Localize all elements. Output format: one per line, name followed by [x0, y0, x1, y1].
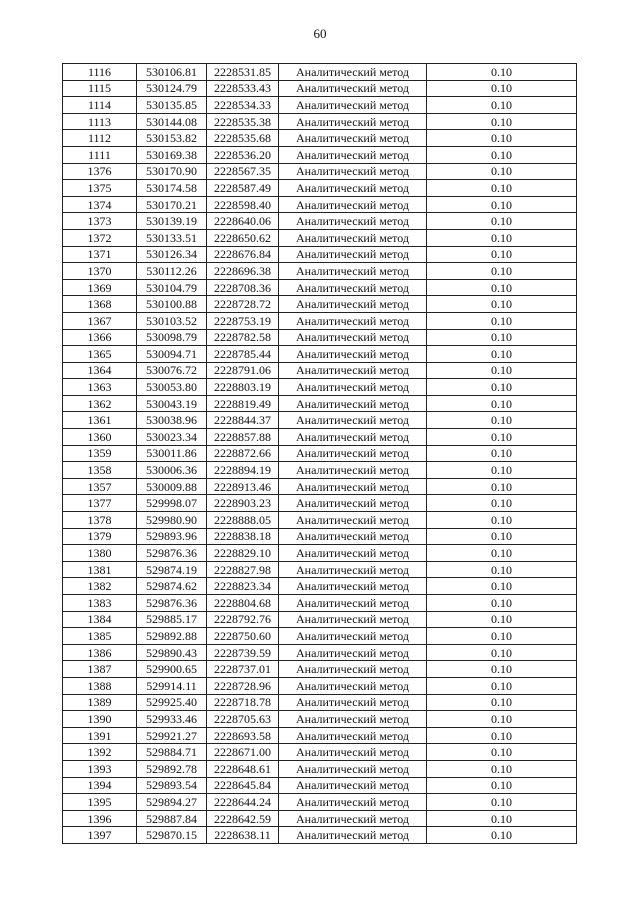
x-coordinate-cell: 530009.88	[137, 478, 207, 495]
table-row	[63, 794, 577, 811]
table-row	[63, 180, 577, 197]
x-coordinate-cell: 530112.26	[137, 263, 207, 280]
accuracy-cell: 0.10	[427, 362, 577, 379]
table-row	[63, 445, 577, 462]
point-number-cell: 1371	[63, 246, 137, 263]
x-coordinate-cell: 530103.52	[137, 312, 207, 329]
method-cell: Аналитический метод	[279, 196, 427, 213]
method-cell: Аналитический метод	[279, 760, 427, 777]
x-coordinate-cell: 530106.81	[137, 64, 207, 81]
x-coordinate-cell: 529876.36	[137, 545, 207, 562]
accuracy-cell: 0.10	[427, 760, 577, 777]
point-number-cell: 1361	[63, 412, 137, 429]
method-cell: Аналитический метод	[279, 462, 427, 479]
table-row	[63, 462, 577, 479]
x-coordinate-cell: 530043.19	[137, 395, 207, 412]
table-row	[63, 263, 577, 280]
y-coordinate-cell: 2228598.40	[207, 196, 279, 213]
x-coordinate-cell: 529894.27	[137, 794, 207, 811]
table-row	[63, 412, 577, 429]
table-row	[63, 429, 577, 446]
accuracy-cell: 0.10	[427, 794, 577, 811]
y-coordinate-cell: 2228785.44	[207, 346, 279, 363]
table-row	[63, 64, 577, 81]
table-body	[63, 64, 577, 844]
y-coordinate-cell: 2228803.19	[207, 379, 279, 396]
y-coordinate-cell: 2228531.85	[207, 64, 279, 81]
table-row	[63, 379, 577, 396]
table-row	[63, 777, 577, 794]
accuracy-cell: 0.10	[427, 528, 577, 545]
accuracy-cell: 0.10	[427, 595, 577, 612]
method-cell: Аналитический метод	[279, 429, 427, 446]
accuracy-cell: 0.10	[427, 246, 577, 263]
x-coordinate-cell: 530011.86	[137, 445, 207, 462]
y-coordinate-cell: 2228535.68	[207, 130, 279, 147]
y-coordinate-cell: 2228823.34	[207, 578, 279, 595]
method-cell: Аналитический метод	[279, 595, 427, 612]
y-coordinate-cell: 2228535.38	[207, 113, 279, 130]
point-number-cell: 1378	[63, 512, 137, 529]
point-number-cell: 1394	[63, 777, 137, 794]
accuracy-cell: 0.10	[427, 412, 577, 429]
y-coordinate-cell: 2228676.84	[207, 246, 279, 263]
table-row	[63, 578, 577, 595]
y-coordinate-cell: 2228587.49	[207, 180, 279, 197]
y-coordinate-cell: 2228844.37	[207, 412, 279, 429]
table-row	[63, 528, 577, 545]
accuracy-cell: 0.10	[427, 810, 577, 827]
method-cell: Аналитический метод	[279, 229, 427, 246]
method-cell: Аналитический метод	[279, 528, 427, 545]
x-coordinate-cell: 530126.34	[137, 246, 207, 263]
y-coordinate-cell: 2228728.96	[207, 677, 279, 694]
point-number-cell: 1369	[63, 279, 137, 296]
accuracy-cell: 0.10	[427, 329, 577, 346]
method-cell: Аналитический метод	[279, 379, 427, 396]
method-cell: Аналитический метод	[279, 180, 427, 197]
x-coordinate-cell: 530153.82	[137, 130, 207, 147]
y-coordinate-cell: 2228819.49	[207, 395, 279, 412]
method-cell: Аналитический метод	[279, 578, 427, 595]
y-coordinate-cell: 2228645.84	[207, 777, 279, 794]
table-row	[63, 113, 577, 130]
point-number-cell: 1379	[63, 528, 137, 545]
method-cell: Аналитический метод	[279, 694, 427, 711]
table-row	[63, 146, 577, 163]
method-cell: Аналитический метод	[279, 644, 427, 661]
y-coordinate-cell: 2228671.00	[207, 744, 279, 761]
y-coordinate-cell: 2228739.59	[207, 644, 279, 661]
table-row	[63, 760, 577, 777]
point-number-cell: 1370	[63, 263, 137, 280]
method-cell: Аналитический метод	[279, 279, 427, 296]
y-coordinate-cell: 2228708.36	[207, 279, 279, 296]
y-coordinate-cell: 2228792.76	[207, 611, 279, 628]
x-coordinate-cell: 529884.71	[137, 744, 207, 761]
point-number-cell: 1384	[63, 611, 137, 628]
table-row	[63, 611, 577, 628]
x-coordinate-cell: 529874.19	[137, 561, 207, 578]
table-row	[63, 246, 577, 263]
point-number-cell: 1391	[63, 727, 137, 744]
x-coordinate-cell: 530023.34	[137, 429, 207, 446]
x-coordinate-cell: 530139.19	[137, 213, 207, 230]
accuracy-cell: 0.10	[427, 346, 577, 363]
point-number-cell: 1116	[63, 64, 137, 81]
accuracy-cell: 0.10	[427, 478, 577, 495]
x-coordinate-cell: 530170.90	[137, 163, 207, 180]
point-number-cell: 1115	[63, 80, 137, 97]
y-coordinate-cell: 2228750.60	[207, 628, 279, 645]
accuracy-cell: 0.10	[427, 64, 577, 81]
x-coordinate-cell: 529893.96	[137, 528, 207, 545]
point-number-cell: 1362	[63, 395, 137, 412]
table-row	[63, 512, 577, 529]
y-coordinate-cell: 2228728.72	[207, 296, 279, 313]
y-coordinate-cell: 2228829.10	[207, 545, 279, 562]
accuracy-cell: 0.10	[427, 379, 577, 396]
point-number-cell: 1363	[63, 379, 137, 396]
point-number-cell: 1366	[63, 329, 137, 346]
x-coordinate-cell: 530133.51	[137, 229, 207, 246]
x-coordinate-cell: 530100.88	[137, 296, 207, 313]
accuracy-cell: 0.10	[427, 279, 577, 296]
y-coordinate-cell: 2228718.78	[207, 694, 279, 711]
method-cell: Аналитический метод	[279, 296, 427, 313]
table-row	[63, 727, 577, 744]
y-coordinate-cell: 2228753.19	[207, 312, 279, 329]
x-coordinate-cell: 529890.43	[137, 644, 207, 661]
table-row	[63, 478, 577, 495]
accuracy-cell: 0.10	[427, 180, 577, 197]
y-coordinate-cell: 2228782.58	[207, 329, 279, 346]
method-cell: Аналитический метод	[279, 362, 427, 379]
table-row	[63, 561, 577, 578]
table-row	[63, 312, 577, 329]
y-coordinate-cell: 2228872.66	[207, 445, 279, 462]
accuracy-cell: 0.10	[427, 113, 577, 130]
y-coordinate-cell: 2228534.33	[207, 97, 279, 114]
x-coordinate-cell: 530169.38	[137, 146, 207, 163]
x-coordinate-cell: 530174.58	[137, 180, 207, 197]
method-cell: Аналитический метод	[279, 611, 427, 628]
x-coordinate-cell: 530038.96	[137, 412, 207, 429]
accuracy-cell: 0.10	[427, 146, 577, 163]
table-row	[63, 495, 577, 512]
method-cell: Аналитический метод	[279, 163, 427, 180]
accuracy-cell: 0.10	[427, 628, 577, 645]
point-number-cell: 1382	[63, 578, 137, 595]
accuracy-cell: 0.10	[427, 644, 577, 661]
y-coordinate-cell: 2228827.98	[207, 561, 279, 578]
y-coordinate-cell: 2228648.61	[207, 760, 279, 777]
point-number-cell: 1375	[63, 180, 137, 197]
accuracy-cell: 0.10	[427, 429, 577, 446]
accuracy-cell: 0.10	[427, 677, 577, 694]
point-number-cell: 1358	[63, 462, 137, 479]
point-number-cell: 1377	[63, 495, 137, 512]
table-row	[63, 677, 577, 694]
method-cell: Аналитический метод	[279, 711, 427, 728]
table-row	[63, 329, 577, 346]
method-cell: Аналитический метод	[279, 794, 427, 811]
point-number-cell: 1376	[63, 163, 137, 180]
accuracy-cell: 0.10	[427, 395, 577, 412]
method-cell: Аналитический метод	[279, 827, 427, 844]
accuracy-cell: 0.10	[427, 694, 577, 711]
method-cell: Аналитический метод	[279, 346, 427, 363]
accuracy-cell: 0.10	[427, 229, 577, 246]
x-coordinate-cell: 530094.71	[137, 346, 207, 363]
accuracy-cell: 0.10	[427, 445, 577, 462]
table-row	[63, 130, 577, 147]
table-row	[63, 213, 577, 230]
table-row	[63, 196, 577, 213]
y-coordinate-cell: 2228650.62	[207, 229, 279, 246]
x-coordinate-cell: 530124.79	[137, 80, 207, 97]
x-coordinate-cell: 529876.36	[137, 595, 207, 612]
table-row	[63, 827, 577, 844]
accuracy-cell: 0.10	[427, 97, 577, 114]
method-cell: Аналитический метод	[279, 561, 427, 578]
accuracy-cell: 0.10	[427, 611, 577, 628]
accuracy-cell: 0.10	[427, 495, 577, 512]
x-coordinate-cell: 529998.07	[137, 495, 207, 512]
method-cell: Аналитический метод	[279, 146, 427, 163]
y-coordinate-cell: 2228903.23	[207, 495, 279, 512]
point-number-cell: 1395	[63, 794, 137, 811]
point-number-cell: 1389	[63, 694, 137, 711]
accuracy-cell: 0.10	[427, 130, 577, 147]
method-cell: Аналитический метод	[279, 263, 427, 280]
x-coordinate-cell: 529893.54	[137, 777, 207, 794]
table-row	[63, 346, 577, 363]
method-cell: Аналитический метод	[279, 744, 427, 761]
point-number-cell: 1365	[63, 346, 137, 363]
table-row	[63, 395, 577, 412]
method-cell: Аналитический метод	[279, 130, 427, 147]
table-row	[63, 229, 577, 246]
method-cell: Аналитический метод	[279, 312, 427, 329]
table-row	[63, 595, 577, 612]
x-coordinate-cell: 529892.78	[137, 760, 207, 777]
point-number-cell: 1374	[63, 196, 137, 213]
point-number-cell: 1372	[63, 229, 137, 246]
table-row	[63, 97, 577, 114]
method-cell: Аналитический метод	[279, 478, 427, 495]
accuracy-cell: 0.10	[427, 80, 577, 97]
x-coordinate-cell: 529914.11	[137, 677, 207, 694]
y-coordinate-cell: 2228894.19	[207, 462, 279, 479]
y-coordinate-cell: 2228567.35	[207, 163, 279, 180]
x-coordinate-cell: 530098.79	[137, 329, 207, 346]
y-coordinate-cell: 2228536.20	[207, 146, 279, 163]
method-cell: Аналитический метод	[279, 395, 427, 412]
method-cell: Аналитический метод	[279, 628, 427, 645]
x-coordinate-cell: 529892.88	[137, 628, 207, 645]
point-number-cell: 1368	[63, 296, 137, 313]
point-number-cell: 1112	[63, 130, 137, 147]
point-number-cell: 1360	[63, 429, 137, 446]
x-coordinate-cell: 529887.84	[137, 810, 207, 827]
point-number-cell: 1383	[63, 595, 137, 612]
x-coordinate-cell: 529980.90	[137, 512, 207, 529]
x-coordinate-cell: 529933.46	[137, 711, 207, 728]
point-number-cell: 1373	[63, 213, 137, 230]
page-number: 60	[313, 26, 327, 41]
point-number-cell: 1387	[63, 661, 137, 678]
accuracy-cell: 0.10	[427, 545, 577, 562]
x-coordinate-cell: 530170.21	[137, 196, 207, 213]
point-number-cell: 1397	[63, 827, 137, 844]
table-row	[63, 296, 577, 313]
method-cell: Аналитический метод	[279, 810, 427, 827]
coordinates-table	[62, 63, 577, 844]
x-coordinate-cell: 530006.36	[137, 462, 207, 479]
method-cell: Аналитический метод	[279, 545, 427, 562]
accuracy-cell: 0.10	[427, 578, 577, 595]
x-coordinate-cell: 530053.80	[137, 379, 207, 396]
point-number-cell: 1385	[63, 628, 137, 645]
x-coordinate-cell: 529870.15	[137, 827, 207, 844]
table-row	[63, 362, 577, 379]
method-cell: Аналитический метод	[279, 213, 427, 230]
table-row	[63, 80, 577, 97]
y-coordinate-cell: 2228644.24	[207, 794, 279, 811]
point-number-cell: 1396	[63, 810, 137, 827]
method-cell: Аналитический метод	[279, 80, 427, 97]
table-row	[63, 711, 577, 728]
method-cell: Аналитический метод	[279, 97, 427, 114]
point-number-cell: 1390	[63, 711, 137, 728]
method-cell: Аналитический метод	[279, 64, 427, 81]
y-coordinate-cell: 2228838.18	[207, 528, 279, 545]
accuracy-cell: 0.10	[427, 744, 577, 761]
point-number-cell: 1364	[63, 362, 137, 379]
y-coordinate-cell: 2228693.58	[207, 727, 279, 744]
x-coordinate-cell: 529900.65	[137, 661, 207, 678]
x-coordinate-cell: 529921.27	[137, 727, 207, 744]
accuracy-cell: 0.10	[427, 512, 577, 529]
point-number-cell: 1392	[63, 744, 137, 761]
method-cell: Аналитический метод	[279, 412, 427, 429]
y-coordinate-cell: 2228705.63	[207, 711, 279, 728]
y-coordinate-cell: 2228640.06	[207, 213, 279, 230]
accuracy-cell: 0.10	[427, 827, 577, 844]
accuracy-cell: 0.10	[427, 727, 577, 744]
accuracy-cell: 0.10	[427, 312, 577, 329]
accuracy-cell: 0.10	[427, 296, 577, 313]
y-coordinate-cell: 2228791.06	[207, 362, 279, 379]
point-number-cell: 1393	[63, 760, 137, 777]
table-row	[63, 628, 577, 645]
point-number-cell: 1114	[63, 97, 137, 114]
table-row	[63, 810, 577, 827]
x-coordinate-cell: 530076.72	[137, 362, 207, 379]
accuracy-cell: 0.10	[427, 561, 577, 578]
accuracy-cell: 0.10	[427, 711, 577, 728]
point-number-cell: 1113	[63, 113, 137, 130]
point-number-cell: 1380	[63, 545, 137, 562]
x-coordinate-cell: 529885.17	[137, 611, 207, 628]
table-row	[63, 545, 577, 562]
method-cell: Аналитический метод	[279, 727, 427, 744]
accuracy-cell: 0.10	[427, 462, 577, 479]
point-number-cell: 1388	[63, 677, 137, 694]
table-row	[63, 163, 577, 180]
point-number-cell: 1381	[63, 561, 137, 578]
y-coordinate-cell: 2228913.46	[207, 478, 279, 495]
table-row	[63, 279, 577, 296]
accuracy-cell: 0.10	[427, 263, 577, 280]
method-cell: Аналитический метод	[279, 677, 427, 694]
accuracy-cell: 0.10	[427, 163, 577, 180]
table-row	[63, 644, 577, 661]
x-coordinate-cell: 530135.85	[137, 97, 207, 114]
accuracy-cell: 0.10	[427, 196, 577, 213]
y-coordinate-cell: 2228888.05	[207, 512, 279, 529]
table-row	[63, 661, 577, 678]
method-cell: Аналитический метод	[279, 445, 427, 462]
point-number-cell: 1359	[63, 445, 137, 462]
method-cell: Аналитический метод	[279, 113, 427, 130]
table-row	[63, 694, 577, 711]
method-cell: Аналитический метод	[279, 512, 427, 529]
y-coordinate-cell: 2228737.01	[207, 661, 279, 678]
x-coordinate-cell: 529874.62	[137, 578, 207, 595]
x-coordinate-cell: 529925.40	[137, 694, 207, 711]
method-cell: Аналитический метод	[279, 329, 427, 346]
point-number-cell: 1367	[63, 312, 137, 329]
point-number-cell: 1357	[63, 478, 137, 495]
y-coordinate-cell: 2228696.38	[207, 263, 279, 280]
x-coordinate-cell: 530104.79	[137, 279, 207, 296]
method-cell: Аналитический метод	[279, 246, 427, 263]
method-cell: Аналитический метод	[279, 495, 427, 512]
table-row	[63, 744, 577, 761]
method-cell: Аналитический метод	[279, 661, 427, 678]
y-coordinate-cell: 2228533.43	[207, 80, 279, 97]
accuracy-cell: 0.10	[427, 213, 577, 230]
y-coordinate-cell: 2228804.68	[207, 595, 279, 612]
y-coordinate-cell: 2228642.59	[207, 810, 279, 827]
y-coordinate-cell: 2228638.11	[207, 827, 279, 844]
accuracy-cell: 0.10	[427, 661, 577, 678]
point-number-cell: 1386	[63, 644, 137, 661]
method-cell: Аналитический метод	[279, 777, 427, 794]
accuracy-cell: 0.10	[427, 777, 577, 794]
y-coordinate-cell: 2228857.88	[207, 429, 279, 446]
point-number-cell: 1111	[63, 146, 137, 163]
x-coordinate-cell: 530144.08	[137, 113, 207, 130]
